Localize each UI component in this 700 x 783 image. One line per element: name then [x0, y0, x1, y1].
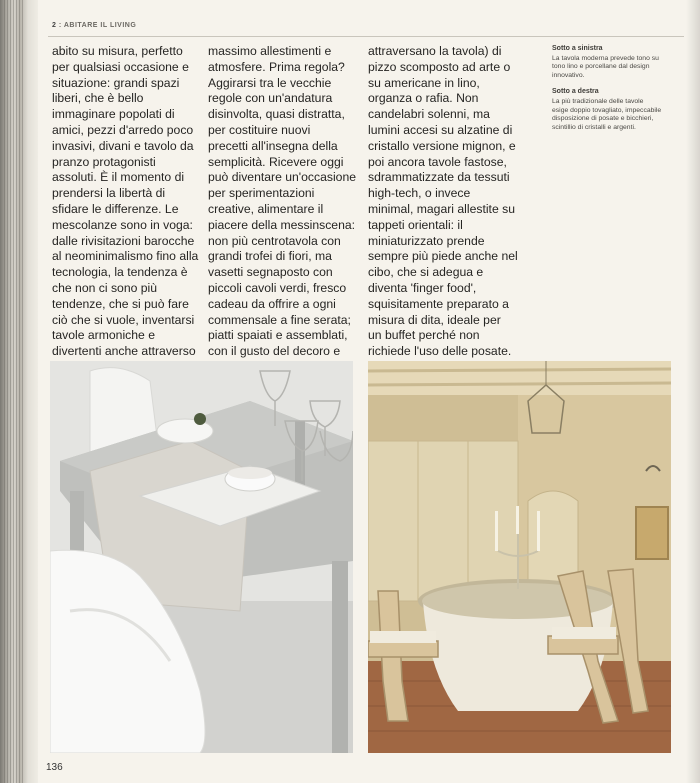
- page-number: 136: [46, 762, 63, 773]
- header-section: : ABITARE IL LIVING: [58, 22, 137, 29]
- caption-right: [552, 88, 692, 132]
- spine-page-edges: [4, 0, 24, 783]
- header-rule: [48, 36, 684, 37]
- header-page-ref: 2: [52, 22, 57, 29]
- running-header: [52, 22, 136, 29]
- caption-right-title: Sotto a destra: [552, 88, 599, 96]
- caption-left: [552, 45, 692, 80]
- photo-modern-table: [50, 361, 353, 753]
- captions-sidebar: [552, 45, 692, 140]
- caption-left-text: La tavola moderna prevede tono su tono lino e porcellane dal design innovativo.: [552, 54, 659, 79]
- caption-left-title: Sotto a sinistra: [552, 45, 603, 52]
- text-column-2: massimo allestimenti e atmosfere. Prima regola? Aggirarsi tra le vecchie regole con un'andatura disinvolta, quasi distratta, per costituire nuovi precetti all'insegna della semplicità. Ricevere oggi può diventare un'occasione per sperimentazioni creative, alimentare il piacere della messinscena: non più centrotavola con grandi trofei di fiori, ma vasetti segnaposto con piccoli cavoli verdi, fresco cadeau da offrire a ogni commensale a fine serata; piatti spaiati e assemblati, con il gusto del decoro e: [208, 44, 357, 359]
- book-spine: [0, 0, 38, 783]
- caption-right-text: La più tradizionale delle tavole esige doppio tovagliato, impeccabile disposizione di posate e bicchieri, scintillio di cristalli e argenti.: [552, 97, 662, 131]
- photo-traditional-dining-room: [368, 361, 671, 753]
- text-column-1: abito su misura, perfetto per qualsiasi occasione e situazione: grandi spazi liberi, che è bello immaginare popolati di amici, pezzi d'arredo poco invasivi, divani e tavolo da pranzo protagonisti assoluti. È il momento di prendersi la libertà di sfidare le differenze. Le mescolanze sono in voga: dalle rivisitazioni barocche al neominimalismo fino alla tecnologia, la tendenza è che non ci sono più tendenze, che si può fare ciò che si vuole, inventarsi tavole armoniche e divertenti anche attraverso: [52, 44, 199, 359]
- text-column-3: attraversano la tavola) di pizzo scomposto ad arte o su americane in lino, organza o rafia. Non candelabri solenni, ma lumini accesi su alzatine di cristallo versione mignon, e poi ancora tavole fastose, sdrammatizzate da tessuti high-tech, o invece minimal, magari allestite su tappeti orientali: il miniaturizzato prende sempre più piede anche nel cibo, che si adegua e diventa 'finger food', squisitamente preparato a misura di dita, ideale per un buffet perché non richiede l'uso delle posate.: [368, 44, 518, 359]
